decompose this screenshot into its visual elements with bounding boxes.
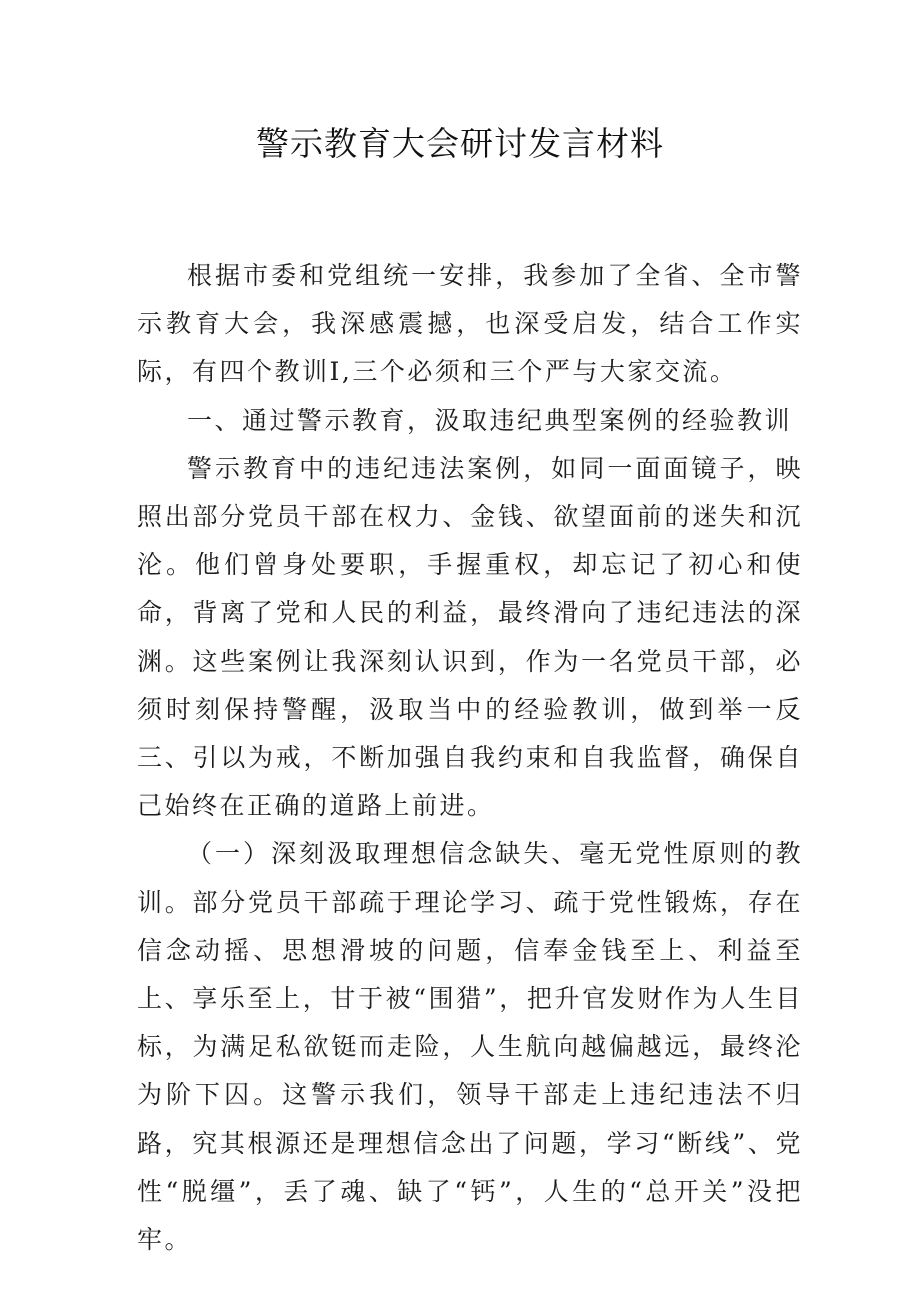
- intro-paragraph: 根据市委和党组统一安排，我参加了全省、全市警示教育大会，我深感震撼，也深受启发，结合工作实际，有四个教训I,三个必须和三个严与大家交流。: [137, 261, 803, 387]
- subsection-1-paragraph: （一）深刻汲取理想信念缺失、毫无党性原则的教训。部分党员干部疏于理论学习、疏于党性锻炼，存在信念动摇、思想滑坡的问题，信奉金钱至上、利益至上、享乐至上，甘于被“围猎”，把升官发财作为人生目标，为满足私欲铤而走险，人生航向越偏越远，最终沦为阶下囚。这警示我们，领导干部走上违纪违法不归路，究其根源还是理想信念出了问题，学习“断线”、党性“脱缰”，丢了魂、缺了“钙”，人生的“总开关”没把牢。: [137, 839, 803, 1255]
- section-1-paragraph: 警示教育中的违纪违法案例，如同一面面镜子，映照出部分党员干部在权力、金钱、欲望面前的迷失和沉沦。他们曾身处要职，手握重权，却忘记了初心和使命，背离了党和人民的利益，最终滑向了违纪违法的深渊。这些案例让我深刻认识到，作为一名党员干部，必须时刻保持警醒，汲取当中的经验教训，做到举一反三、引以为戒，不断加强自我约束和自我监督，确保自己始终在正确的道路上前进。: [137, 453, 803, 821]
- document-body: [137, 252, 803, 1264]
- section-heading-1: 一、通过警示教育，汲取违纪典型案例的经验教训: [187, 405, 793, 435]
- document-title: 警示教育大会研讨发言材料: [256, 124, 664, 163]
